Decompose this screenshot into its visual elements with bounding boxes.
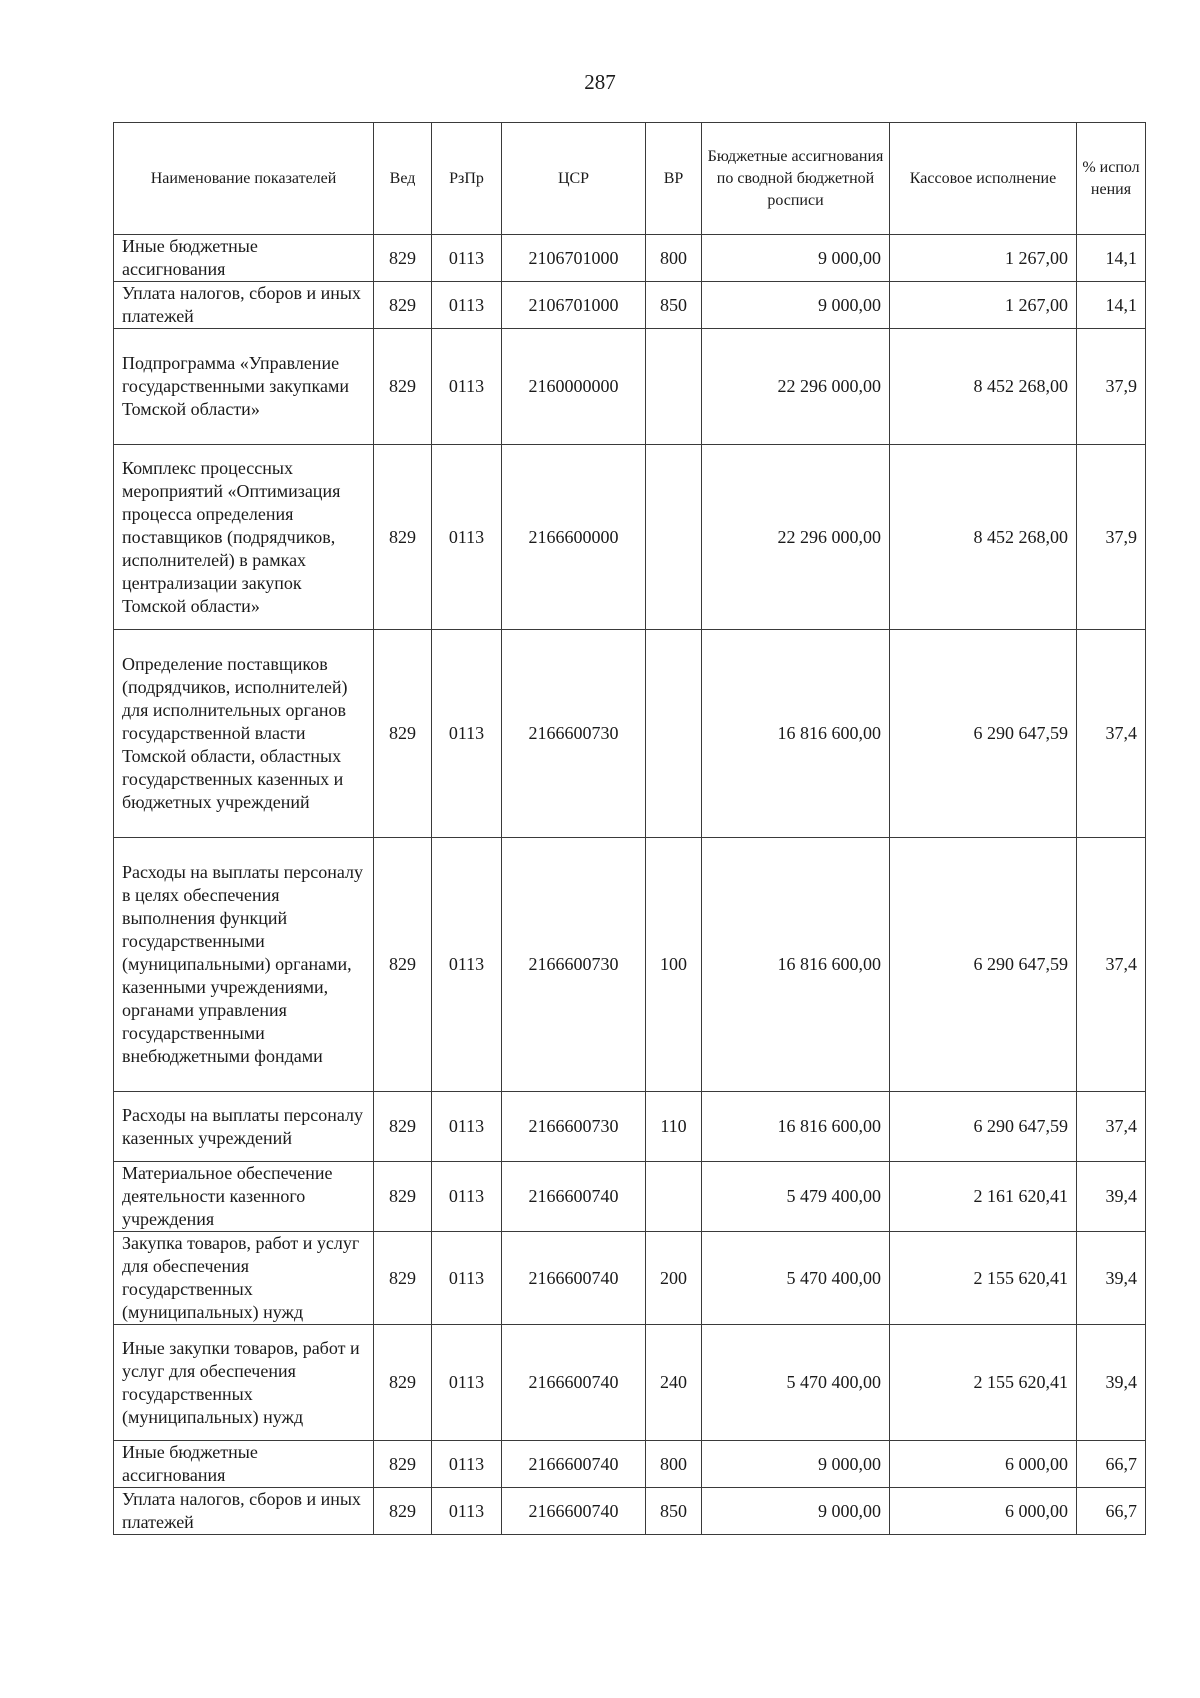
cell-rzpr: 0113 <box>432 282 502 329</box>
cell-rzpr: 0113 <box>432 1488 502 1535</box>
cell-vr: 100 <box>646 838 702 1092</box>
cell-csr: 2160000000 <box>502 329 646 445</box>
header-ved: Вед <box>374 123 432 235</box>
table-row <box>114 445 1146 630</box>
header-vr: ВР <box>646 123 702 235</box>
cell-plan: 22 296 000,00 <box>702 329 890 445</box>
cell-name: Закупка товаров, работ и услуг для обеспечения государственных (муниципальных) нужд <box>114 1232 374 1325</box>
table-row <box>114 1488 1146 1535</box>
table-row <box>114 1325 1146 1441</box>
table-row <box>114 235 1146 282</box>
cell-rzpr: 0113 <box>432 329 502 445</box>
cell-name: Расходы на выплаты персоналу в целях обеспечения выполнения функций государственными (муниципальными) органами, казенными учреждениями, органами управления государственными внебюджетными фондами <box>114 838 374 1092</box>
cell-plan: 9 000,00 <box>702 282 890 329</box>
cell-name: Расходы на выплаты персоналу казенных учреждений <box>114 1092 374 1162</box>
cell-ved: 829 <box>374 282 432 329</box>
cell-ved: 829 <box>374 1488 432 1535</box>
cell-csr: 2166600740 <box>502 1162 646 1232</box>
cell-vr: 850 <box>646 1488 702 1535</box>
cell-ved: 829 <box>374 1325 432 1441</box>
cell-pct: 37,4 <box>1077 838 1146 1092</box>
table-row <box>114 1441 1146 1488</box>
cell-name: Иные закупки товаров, работ и услуг для обеспечения государственных (муниципальных) нужд <box>114 1325 374 1441</box>
cell-name: Материальное обеспечение деятельности казенного учреждения <box>114 1162 374 1232</box>
cell-rzpr: 0113 <box>432 1441 502 1488</box>
cell-vr: 240 <box>646 1325 702 1441</box>
cell-vr <box>646 1162 702 1232</box>
cell-pct: 14,1 <box>1077 235 1146 282</box>
cell-exec: 2 155 620,41 <box>890 1325 1077 1441</box>
table-row <box>114 1162 1146 1232</box>
cell-exec: 6 000,00 <box>890 1488 1077 1535</box>
cell-ved: 829 <box>374 1162 432 1232</box>
cell-exec: 8 452 268,00 <box>890 329 1077 445</box>
cell-exec: 2 155 620,41 <box>890 1232 1077 1325</box>
table-row <box>114 282 1146 329</box>
cell-csr: 2106701000 <box>502 235 646 282</box>
cell-vr: 800 <box>646 235 702 282</box>
cell-plan: 5 470 400,00 <box>702 1325 890 1441</box>
budget-execution-table <box>113 122 1146 1535</box>
cell-csr: 2166600740 <box>502 1232 646 1325</box>
cell-plan: 16 816 600,00 <box>702 1092 890 1162</box>
table-row <box>114 1092 1146 1162</box>
cell-rzpr: 0113 <box>432 630 502 838</box>
cell-ved: 829 <box>374 445 432 630</box>
cell-csr: 2166600740 <box>502 1441 646 1488</box>
cell-rzpr: 0113 <box>432 1325 502 1441</box>
cell-exec: 6 290 647,59 <box>890 630 1077 838</box>
cell-csr: 2166600000 <box>502 445 646 630</box>
cell-vr: 200 <box>646 1232 702 1325</box>
table-row <box>114 630 1146 838</box>
table-header-row <box>114 123 1146 235</box>
cell-rzpr: 0113 <box>432 445 502 630</box>
cell-plan: 22 296 000,00 <box>702 445 890 630</box>
cell-rzpr: 0113 <box>432 1092 502 1162</box>
cell-csr: 2166600730 <box>502 1092 646 1162</box>
cell-pct: 39,4 <box>1077 1325 1146 1441</box>
page-number: 287 <box>584 70 616 94</box>
cell-pct: 39,4 <box>1077 1232 1146 1325</box>
cell-csr: 2166600730 <box>502 838 646 1092</box>
cell-name: Подпрограмма «Управление государственными закупками Томской области» <box>114 329 374 445</box>
cell-csr: 2166600740 <box>502 1488 646 1535</box>
cell-ved: 829 <box>374 1092 432 1162</box>
header-csr: ЦСР <box>502 123 646 235</box>
table-row <box>114 329 1146 445</box>
cell-plan: 9 000,00 <box>702 1441 890 1488</box>
cell-name: Определение поставщиков (подрядчиков, исполнителей) для исполнительных органов государственной власти Томской области, областных государственных казенных и бюджетных учреждений <box>114 630 374 838</box>
cell-ved: 829 <box>374 235 432 282</box>
cell-exec: 8 452 268,00 <box>890 445 1077 630</box>
cell-plan: 9 000,00 <box>702 235 890 282</box>
cell-plan: 5 470 400,00 <box>702 1232 890 1325</box>
cell-exec: 6 290 647,59 <box>890 1092 1077 1162</box>
cell-name: Иные бюджетные ассигнования <box>114 1441 374 1488</box>
cell-name: Иные бюджетные ассигнования <box>114 235 374 282</box>
cell-name: Комплекс процессных мероприятий «Оптимизация процесса определения поставщиков (подрядчиков, исполнителей) в рамках централизации закупок Томской области» <box>114 445 374 630</box>
cell-vr: 850 <box>646 282 702 329</box>
header-pct: % испол нения <box>1077 123 1146 235</box>
cell-exec: 6 000,00 <box>890 1441 1077 1488</box>
table-row <box>114 1232 1146 1325</box>
cell-pct: 37,9 <box>1077 329 1146 445</box>
cell-ved: 829 <box>374 1232 432 1325</box>
cell-pct: 66,7 <box>1077 1441 1146 1488</box>
cell-exec: 1 267,00 <box>890 282 1077 329</box>
cell-vr <box>646 329 702 445</box>
cell-pct: 37,9 <box>1077 445 1146 630</box>
cell-rzpr: 0113 <box>432 235 502 282</box>
cell-pct: 14,1 <box>1077 282 1146 329</box>
header-name: Наименование показателей <box>114 123 374 235</box>
header-plan: Бюджетные ассигнования по сводной бюджетной росписи <box>702 123 890 235</box>
cell-vr: 800 <box>646 1441 702 1488</box>
cell-rzpr: 0113 <box>432 1232 502 1325</box>
cell-vr <box>646 445 702 630</box>
header-rzpr: РзПр <box>432 123 502 235</box>
cell-rzpr: 0113 <box>432 1162 502 1232</box>
cell-plan: 16 816 600,00 <box>702 838 890 1092</box>
cell-plan: 9 000,00 <box>702 1488 890 1535</box>
cell-pct: 37,4 <box>1077 630 1146 838</box>
cell-rzpr: 0113 <box>432 838 502 1092</box>
cell-csr: 2166600740 <box>502 1325 646 1441</box>
cell-vr: 110 <box>646 1092 702 1162</box>
cell-csr: 2166600730 <box>502 630 646 838</box>
cell-pct: 39,4 <box>1077 1162 1146 1232</box>
cell-pct: 66,7 <box>1077 1488 1146 1535</box>
cell-name: Уплата налогов, сборов и иных платежей <box>114 1488 374 1535</box>
table-row <box>114 838 1146 1092</box>
cell-name: Уплата налогов, сборов и иных платежей <box>114 282 374 329</box>
cell-pct: 37,4 <box>1077 1092 1146 1162</box>
cell-exec: 1 267,00 <box>890 235 1077 282</box>
cell-csr: 2106701000 <box>502 282 646 329</box>
cell-ved: 829 <box>374 838 432 1092</box>
cell-ved: 829 <box>374 630 432 838</box>
cell-plan: 16 816 600,00 <box>702 630 890 838</box>
cell-exec: 6 290 647,59 <box>890 838 1077 1092</box>
cell-ved: 829 <box>374 1441 432 1488</box>
cell-ved: 829 <box>374 329 432 445</box>
cell-plan: 5 479 400,00 <box>702 1162 890 1232</box>
header-exec: Кассовое исполнение <box>890 123 1077 235</box>
cell-exec: 2 161 620,41 <box>890 1162 1077 1232</box>
cell-vr <box>646 630 702 838</box>
